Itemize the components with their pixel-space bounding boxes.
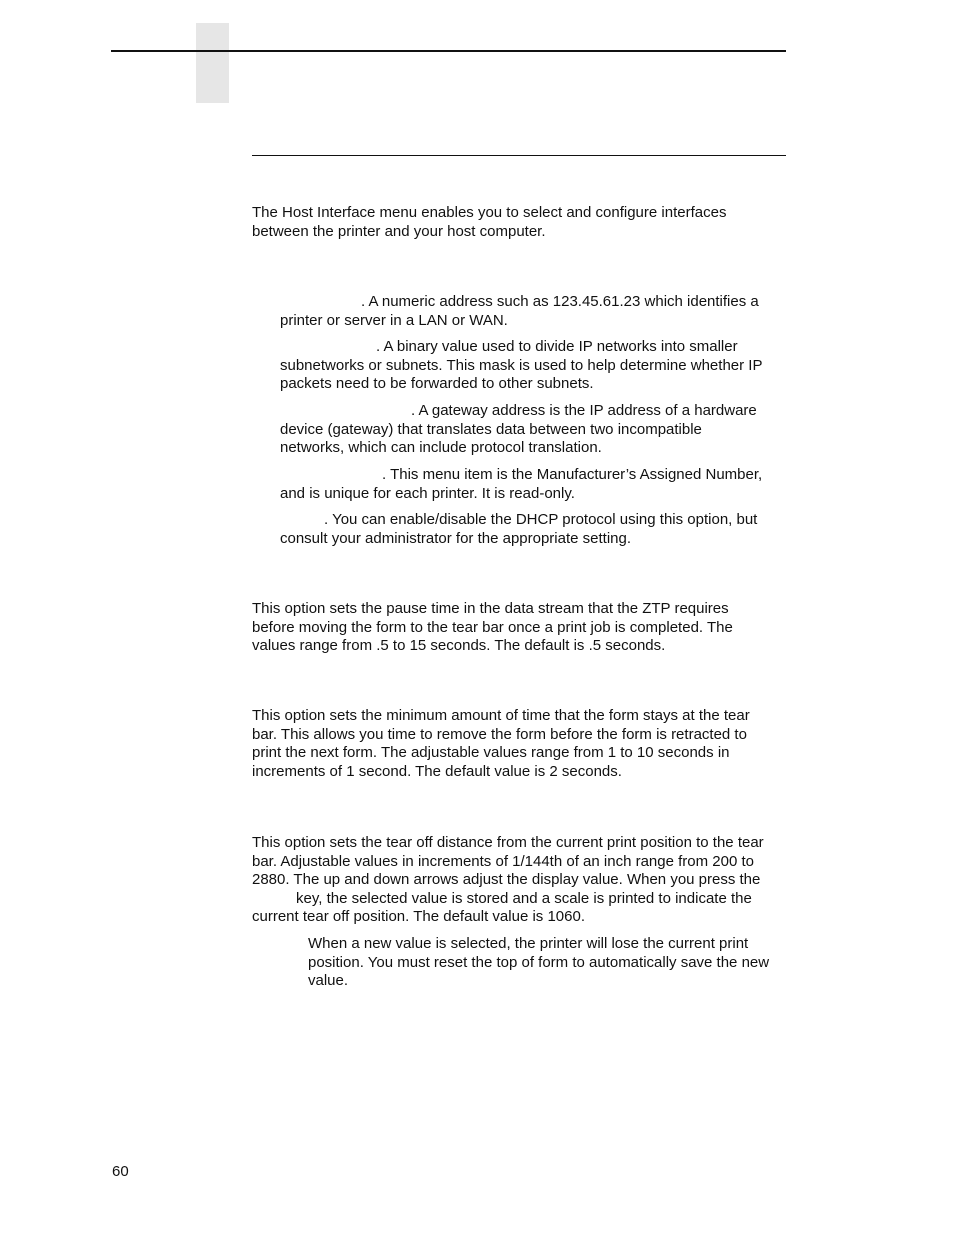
item-line: packets need to be forwarded to other subnets. xyxy=(280,375,594,393)
paragraph-line: 2880. The up and down arrows adjust the display value. When you press the xyxy=(252,871,761,889)
note-paragraph xyxy=(308,935,769,991)
paragraph-line: This option sets the pause time in the data stream that the ZTP requires xyxy=(252,600,729,617)
paragraph-line: key, the selected value is stored and a scale is printed to indicate the xyxy=(296,889,752,907)
paragraph-line: bar. Adjustable values in increments of 1/144th of an inch range from 200 to xyxy=(252,852,754,870)
item-dhcp xyxy=(280,511,757,548)
item-line: . This menu item is the Manufacturer’s Assigned Number, xyxy=(382,466,763,483)
chapter-tab xyxy=(196,23,229,103)
pause-time-paragraph xyxy=(252,600,733,656)
item-line: networks, which can include protocol translation. xyxy=(280,439,602,457)
tear-distance-paragraph xyxy=(252,834,764,927)
item-line: device (gateway) that translates data between two incompatible xyxy=(280,420,702,438)
item-ip-address xyxy=(280,293,759,330)
page-number: 60 xyxy=(112,1163,129,1180)
paragraph-line: values range from .5 to 15 seconds. The default is .5 seconds. xyxy=(252,637,666,655)
intro-paragraph xyxy=(252,204,726,241)
item-line: . A gateway address is the IP address of a hardware xyxy=(411,402,757,419)
paragraph-line: This option sets the minimum amount of time that the form stays at the tear xyxy=(252,707,750,724)
intro-line: between the printer and your host computer. xyxy=(252,222,546,240)
item-line: . You can enable/disable the DHCP protocol using this option, but xyxy=(324,511,758,528)
item-subnet-mask xyxy=(280,338,762,394)
item-line: . A numeric address such as 123.45.61.23 which identifies a xyxy=(361,293,759,310)
intro-line: The Host Interface menu enables you to select and configure interfaces xyxy=(252,204,727,221)
item-line: . A binary value used to divide IP networks into smaller xyxy=(376,338,738,355)
note-line: position. You must reset the top of form to automatically save the new xyxy=(308,953,770,971)
paragraph-line: before moving the form to the tear bar once a print job is completed. The xyxy=(252,618,733,636)
section-rule xyxy=(252,155,786,156)
note-line: When a new value is selected, the printer will lose the current print xyxy=(308,935,749,952)
paragraph-line: increments of 1 second. The default value is 2 seconds. xyxy=(252,762,622,780)
paragraph-line: bar. This allows you time to remove the form before the form is retracted to xyxy=(252,725,747,743)
item-line: and is unique for each printer. It is read-only. xyxy=(280,484,575,502)
item-line: subnetworks or subnets. This mask is used to help determine whether IP xyxy=(280,356,763,374)
paragraph-line: This option sets the tear off distance from the current print position to the tear xyxy=(252,834,764,851)
item-line: printer or server in a LAN or WAN. xyxy=(280,311,508,329)
note-line: value. xyxy=(308,972,349,990)
header-rule xyxy=(111,50,786,52)
item-default-gateway xyxy=(280,402,757,458)
paragraph-line: print the next form. The adjustable values range from 1 to 10 seconds in xyxy=(252,744,730,762)
paragraph-line: current tear off position. The default value is 1060. xyxy=(252,908,585,926)
item-man-number xyxy=(280,466,762,503)
tear-time-paragraph xyxy=(252,707,750,781)
item-line: consult your administrator for the appropriate setting. xyxy=(280,529,632,547)
